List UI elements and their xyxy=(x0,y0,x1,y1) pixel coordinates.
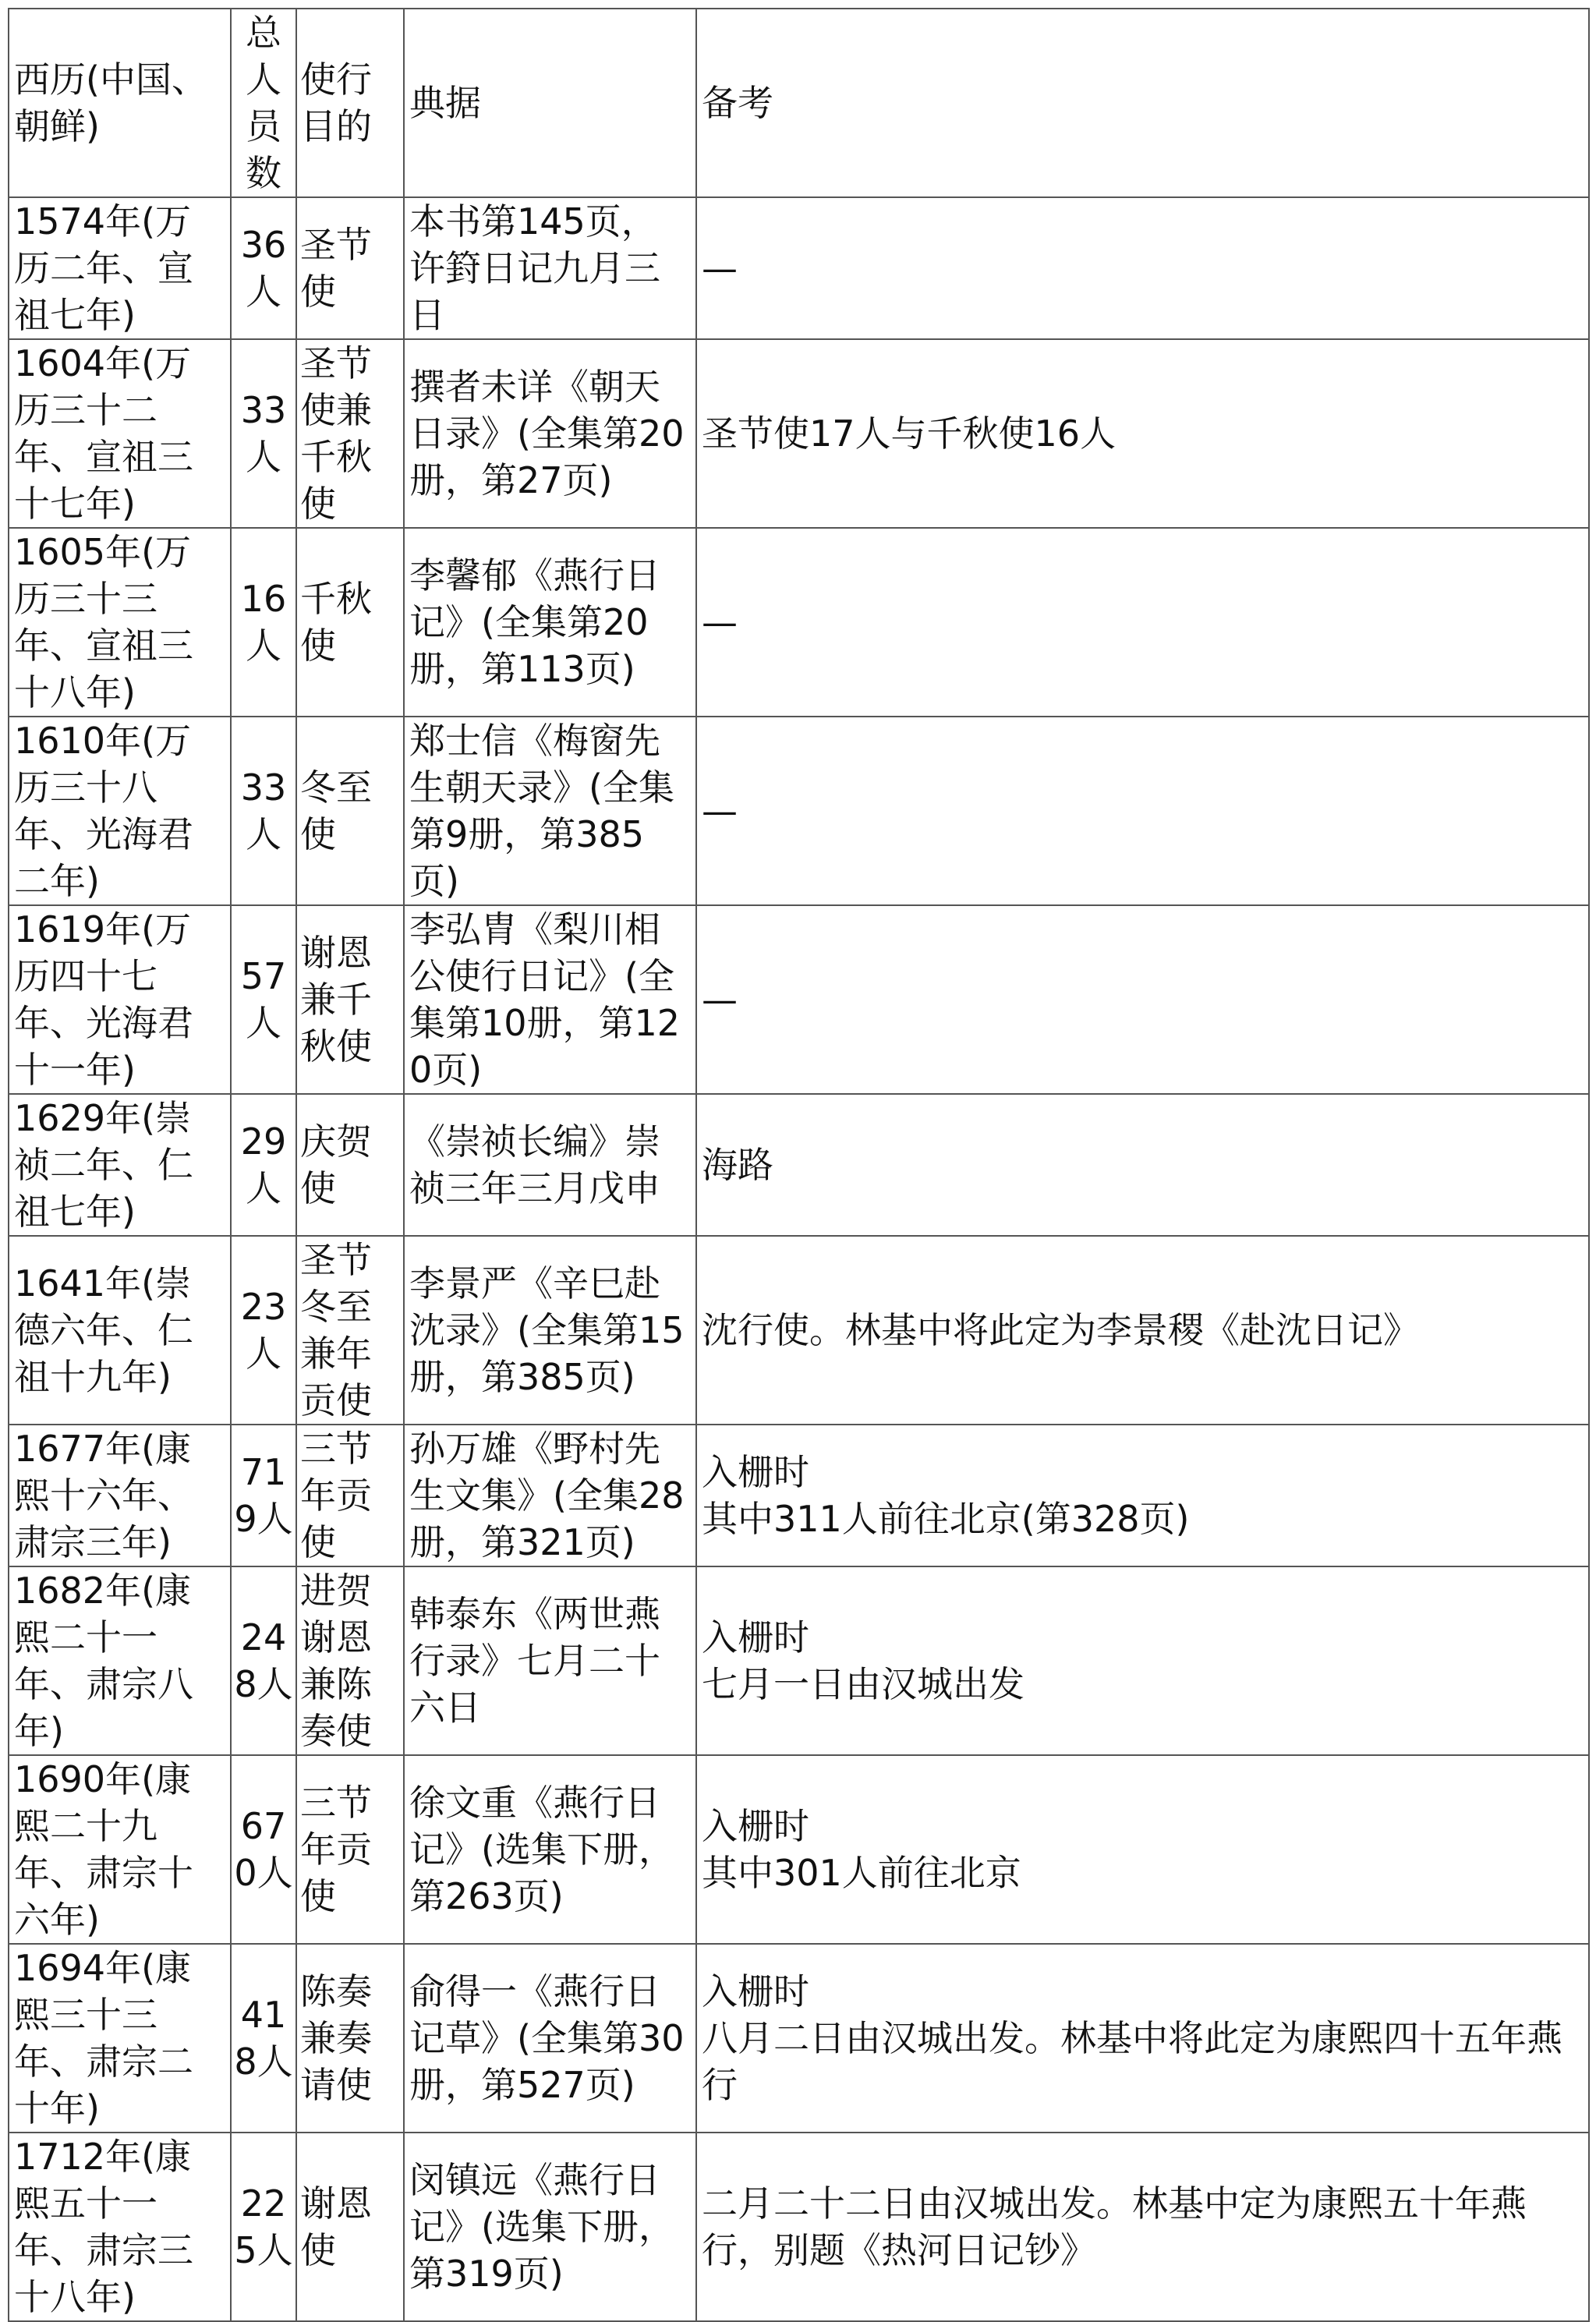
remarks-cell: 海路 xyxy=(696,1094,1589,1236)
table-row xyxy=(9,1944,1589,2133)
table-row xyxy=(9,197,1589,339)
purpose-cell: 圣节使兼千秋使 xyxy=(296,339,404,528)
source-cell: 李景严《辛巳赴沈录》(全集第15册，第385页) xyxy=(404,1236,696,1425)
source-cell: 李馨郁《燕行日记》(全集第20册，第113页) xyxy=(404,528,696,717)
year-cell: 1694年(康熙三十三年、肃宗二十年) xyxy=(9,1944,231,2133)
remarks-cell: 入栅时 八月二日由汉城出发。林基中将此定为康熙四十五年燕行 xyxy=(696,1944,1589,2133)
count-cell: 57人 xyxy=(231,905,296,1094)
remarks-cell: 沈行使。林基中将此定为李景稷《赴沈日记》 xyxy=(696,1236,1589,1425)
remarks-cell: — xyxy=(696,905,1589,1094)
year-cell: 1610年(万历三十八年、光海君二年) xyxy=(9,717,231,905)
table-row xyxy=(9,1566,1589,1755)
year-cell: 1574年(万历二年、宣祖七年) xyxy=(9,197,231,339)
source-cell: 郑士信《梅窗先生朝天录》(全集第9册，第385页) xyxy=(404,717,696,905)
table-row xyxy=(9,1094,1589,1236)
header-remarks: 备考 xyxy=(696,9,1589,197)
header-count: 总人员数 xyxy=(231,9,296,197)
source-cell: 《崇祯长编》崇祯三年三月戊申 xyxy=(404,1094,696,1236)
count-cell: 248人 xyxy=(231,1566,296,1755)
table-row xyxy=(9,905,1589,1094)
year-cell: 1641年(崇德六年、仁祖十九年) xyxy=(9,1236,231,1425)
count-cell: 29人 xyxy=(231,1094,296,1236)
purpose-cell: 三节年贡使 xyxy=(296,1755,404,1944)
purpose-cell: 三节年贡使 xyxy=(296,1425,404,1566)
purpose-cell: 谢恩使 xyxy=(296,2133,404,2321)
year-cell: 1690年(康熙二十九年、肃宗十六年) xyxy=(9,1755,231,1944)
source-cell: 韩泰东《两世燕行录》七月二十六日 xyxy=(404,1566,696,1755)
table-row xyxy=(9,717,1589,905)
remarks-cell: — xyxy=(696,717,1589,905)
source-cell: 撰者未详《朝天日录》(全集第20册，第27页) xyxy=(404,339,696,528)
count-cell: 33人 xyxy=(231,717,296,905)
count-cell: 225人 xyxy=(231,2133,296,2321)
count-cell: 36人 xyxy=(231,197,296,339)
purpose-cell: 进贺谢恩兼陈奏使 xyxy=(296,1566,404,1755)
header-year: 西历(中国、 朝鲜) xyxy=(9,9,231,197)
count-cell: 418人 xyxy=(231,1944,296,2133)
header-source: 典据 xyxy=(404,9,696,197)
source-cell: 徐文重《燕行日记》(选集下册，第263页) xyxy=(404,1755,696,1944)
year-cell: 1629年(崇祯二年、仁祖七年) xyxy=(9,1094,231,1236)
table-row xyxy=(9,1755,1589,1944)
count-cell: 670人 xyxy=(231,1755,296,1944)
purpose-cell: 庆贺使 xyxy=(296,1094,404,1236)
source-cell: 李弘胄《梨川相公使行日记》(全集第10册，第120页) xyxy=(404,905,696,1094)
source-cell: 本书第145页，许篈日记九月三日 xyxy=(404,197,696,339)
mission-table xyxy=(8,8,1590,2322)
remarks-cell: 入栅时 其中301人前往北京 xyxy=(696,1755,1589,1944)
remarks-cell: — xyxy=(696,528,1589,717)
table-row xyxy=(9,339,1589,528)
header-purpose: 使行目的 xyxy=(296,9,404,197)
source-cell: 孙万雄《野村先生文集》(全集28册，第321页) xyxy=(404,1425,696,1566)
remarks-cell: 入栅时 七月一日由汉城出发 xyxy=(696,1566,1589,1755)
year-cell: 1604年(万历三十二年、宣祖三十七年) xyxy=(9,339,231,528)
table-body xyxy=(9,9,1589,2321)
remarks-cell: — xyxy=(696,197,1589,339)
table-row xyxy=(9,1425,1589,1566)
purpose-cell: 圣节冬至兼年贡使 xyxy=(296,1236,404,1425)
purpose-cell: 谢恩兼千秋使 xyxy=(296,905,404,1094)
count-cell: 16人 xyxy=(231,528,296,717)
count-cell: 33人 xyxy=(231,339,296,528)
purpose-cell: 陈奏兼奏请使 xyxy=(296,1944,404,2133)
purpose-cell: 千秋使 xyxy=(296,528,404,717)
year-cell: 1677年(康熙十六年、肃宗三年) xyxy=(9,1425,231,1566)
table-row xyxy=(9,1236,1589,1425)
remarks-cell: 二月二十二日由汉城出发。林基中定为康熙五十年燕行，别题《热河日记钞》 xyxy=(696,2133,1589,2321)
purpose-cell: 圣节使 xyxy=(296,197,404,339)
count-cell: 719人 xyxy=(231,1425,296,1566)
year-cell: 1605年(万历三十三年、宣祖三十八年) xyxy=(9,528,231,717)
table-row xyxy=(9,528,1589,717)
year-cell: 1712年(康熙五十一年、肃宗三十八年) xyxy=(9,2133,231,2321)
year-cell: 1619年(万历四十七年、光海君十一年) xyxy=(9,905,231,1094)
remarks-cell: 入栅时 其中311人前往北京(第328页) xyxy=(696,1425,1589,1566)
purpose-cell: 冬至使 xyxy=(296,717,404,905)
year-cell: 1682年(康熙二十一年、肃宗八年) xyxy=(9,1566,231,1755)
source-cell: 闵镇远《燕行日记》(选集下册，第319页) xyxy=(404,2133,696,2321)
count-cell: 23人 xyxy=(231,1236,296,1425)
source-cell: 俞得一《燕行日记草》(全集第30册，第527页) xyxy=(404,1944,696,2133)
header-row xyxy=(9,9,1589,197)
remarks-cell: 圣节使17人与千秋使16人 xyxy=(696,339,1589,528)
table-row xyxy=(9,2133,1589,2321)
